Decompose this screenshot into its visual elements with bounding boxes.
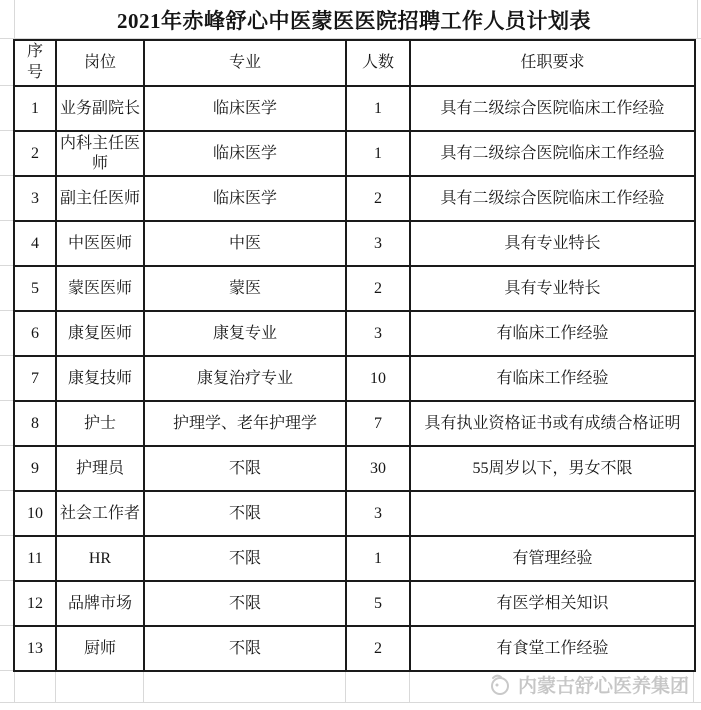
table-row xyxy=(14,86,695,131)
position-cell: HR xyxy=(56,536,144,581)
position-cell: 护理员 xyxy=(56,446,144,491)
headcount-cell: 10 xyxy=(346,356,410,401)
gridline xyxy=(409,672,410,703)
header-no: 序号 xyxy=(14,40,56,86)
major-cell: 临床医学 xyxy=(144,176,346,221)
position-cell: 中医医师 xyxy=(56,221,144,266)
table-row xyxy=(14,221,695,266)
header-count: 人数 xyxy=(346,40,410,86)
header-position: 岗位 xyxy=(56,40,144,86)
requirement-cell: 有医学相关知识 xyxy=(410,581,695,626)
gridline xyxy=(693,672,694,703)
requirement-cell: 有管理经验 xyxy=(410,536,695,581)
gridline xyxy=(14,672,15,703)
major-cell: 康复治疗专业 xyxy=(144,356,346,401)
watermark-text: 内蒙古舒心医养集团 xyxy=(517,675,689,697)
position-cell: 护士 xyxy=(56,401,144,446)
recruitment-plan-table xyxy=(13,39,696,672)
position-cell: 蒙医医师 xyxy=(56,266,144,311)
page-title: 2021年赤峰舒心中医蒙医医院招聘工作人员计划表 xyxy=(117,9,591,33)
gridline xyxy=(55,672,56,703)
position-cell: 品牌市场 xyxy=(56,581,144,626)
table-row xyxy=(14,446,695,491)
headcount-cell: 30 xyxy=(346,446,410,491)
requirement-cell: 具有二级综合医院临床工作经验 xyxy=(410,86,695,131)
header-requirement: 任职要求 xyxy=(410,40,695,86)
requirement-cell: 有临床工作经验 xyxy=(410,311,695,356)
row-number-cell: 4 xyxy=(14,221,56,266)
row-number-cell: 6 xyxy=(14,311,56,356)
major-cell: 护理学、老年护理学 xyxy=(144,401,346,446)
row-number-cell: 10 xyxy=(14,491,56,536)
major-cell: 不限 xyxy=(144,446,346,491)
table-row xyxy=(14,491,695,536)
row-number-cell: 5 xyxy=(14,266,56,311)
headcount-cell: 7 xyxy=(346,401,410,446)
position-cell: 社会工作者 xyxy=(56,491,144,536)
row-number-cell: 1 xyxy=(14,86,56,131)
major-cell: 不限 xyxy=(144,581,346,626)
gridline xyxy=(345,672,346,703)
gridline-row-stubs xyxy=(0,85,14,675)
major-cell: 蒙医 xyxy=(144,266,346,311)
table-row xyxy=(14,626,695,671)
requirement-cell: 具有专业特长 xyxy=(410,266,695,311)
requirement-cell: 具有二级综合医院临床工作经验 xyxy=(410,131,695,176)
row-number-cell: 11 xyxy=(14,536,56,581)
row-number-cell: 7 xyxy=(14,356,56,401)
watermark xyxy=(488,669,689,699)
headcount-cell: 3 xyxy=(346,311,410,356)
requirement-cell: 有食堂工作经验 xyxy=(410,626,695,671)
table-row xyxy=(14,581,695,626)
headcount-cell: 2 xyxy=(346,176,410,221)
major-cell: 临床医学 xyxy=(144,131,346,176)
row-number-cell: 12 xyxy=(14,581,56,626)
row-number-cell: 3 xyxy=(14,176,56,221)
headcount-cell: 5 xyxy=(346,581,410,626)
row-number-cell: 9 xyxy=(14,446,56,491)
table-row xyxy=(14,536,695,581)
requirement-cell xyxy=(410,491,695,536)
position-cell: 副主任医师 xyxy=(56,176,144,221)
requirement-cell: 具有二级综合医院临床工作经验 xyxy=(410,176,695,221)
requirement-cell: 55周岁以下，男女不限 xyxy=(410,446,695,491)
requirement-cell: 有临床工作经验 xyxy=(410,356,695,401)
table-row xyxy=(14,131,695,176)
gridline xyxy=(143,672,144,703)
headcount-cell: 2 xyxy=(346,266,410,311)
table-row xyxy=(14,266,695,311)
row-number-cell: 2 xyxy=(14,131,56,176)
position-cell: 康复技师 xyxy=(56,356,144,401)
header-row xyxy=(14,40,695,86)
gridline xyxy=(697,0,698,38)
major-cell: 临床医学 xyxy=(144,86,346,131)
header-major: 专业 xyxy=(144,40,346,86)
headcount-cell: 1 xyxy=(346,536,410,581)
requirement-cell: 具有执业资格证书或有成绩合格证明 xyxy=(410,401,695,446)
table-row xyxy=(14,311,695,356)
position-cell: 业务副院长 xyxy=(56,86,144,131)
table-row xyxy=(14,176,695,221)
headcount-cell: 2 xyxy=(346,626,410,671)
row-number-cell: 13 xyxy=(14,626,56,671)
table-row xyxy=(14,356,695,401)
major-cell: 中医 xyxy=(144,221,346,266)
position-cell: 内科主任医师 xyxy=(56,131,144,176)
requirement-cell: 具有专业特长 xyxy=(410,221,695,266)
table-row xyxy=(14,401,695,446)
major-cell: 不限 xyxy=(144,536,346,581)
gridline xyxy=(0,702,701,703)
circle-swirl-logo-icon xyxy=(488,670,512,698)
headcount-cell: 1 xyxy=(346,86,410,131)
major-cell: 康复专业 xyxy=(144,311,346,356)
position-cell: 厨师 xyxy=(56,626,144,671)
position-cell: 康复医师 xyxy=(56,311,144,356)
headcount-cell: 3 xyxy=(346,491,410,536)
headcount-cell: 3 xyxy=(346,221,410,266)
headcount-cell: 1 xyxy=(346,131,410,176)
major-cell: 不限 xyxy=(144,491,346,536)
major-cell: 不限 xyxy=(144,626,346,671)
row-number-cell: 8 xyxy=(14,401,56,446)
